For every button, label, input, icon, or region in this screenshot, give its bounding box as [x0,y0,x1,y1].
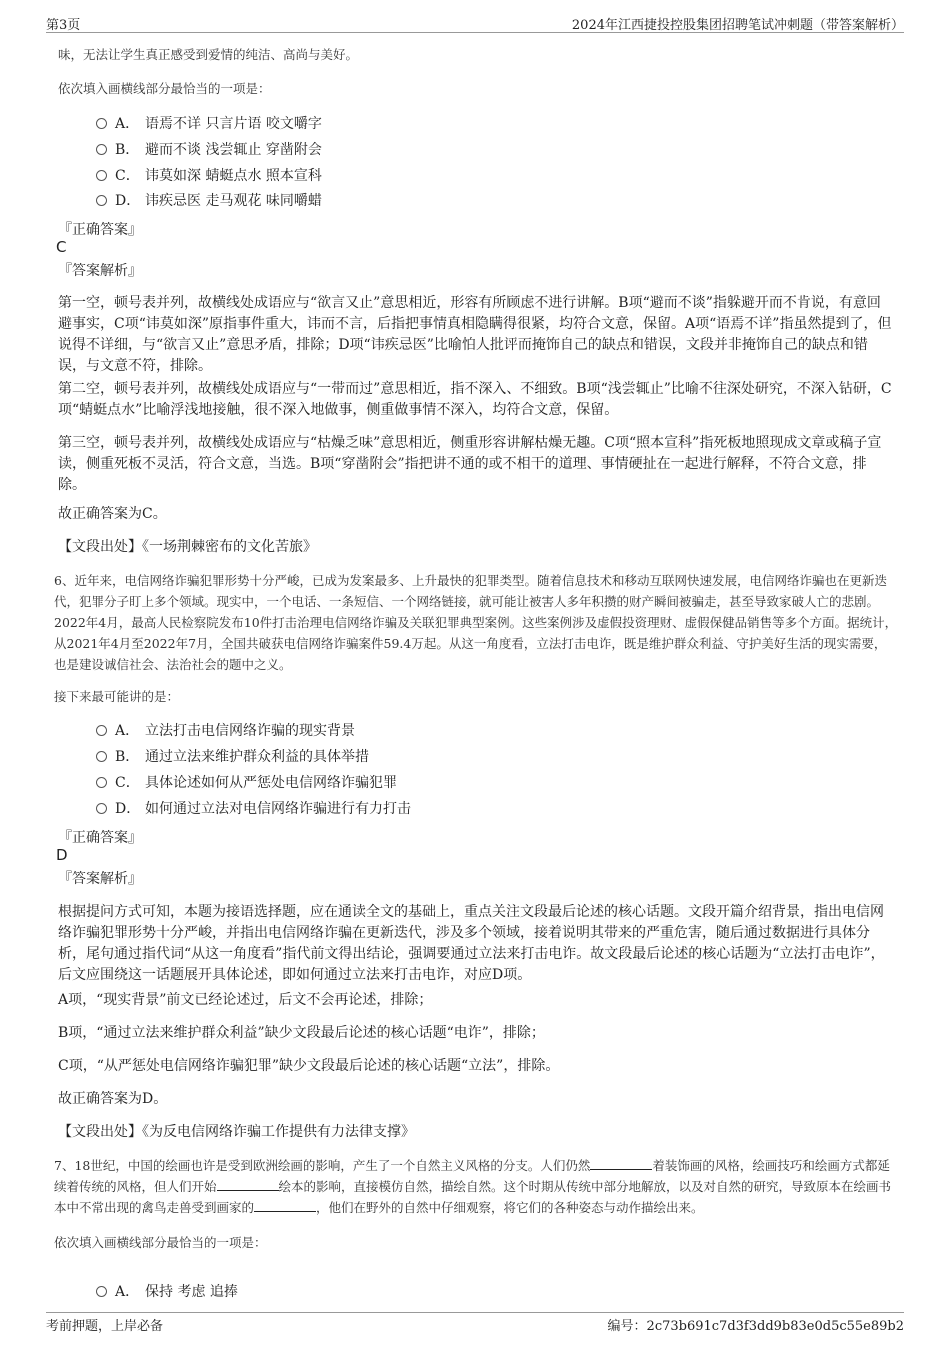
q5-analysis-p1: 第一空，顿号表并列，故横线处成语应与“欲言又止”意思相近，形容有所顾虑不进行讲解。B项“避而不谈”指躲避开而不肯说，有意回避事实，C项“讳莫如深”原指事件重大，讳而不言，后指把事情真相隐瞒得很紧，均符合文意，保留。A项“语焉不详”指虽然提到了，但说得不详细，与“欲言又止”意思矛盾，排除；D项“讳疾忌医”比喻怕人批评而掩饰自己的缺点和错误，文段并非掩饰自己的缺点和错误，与文意不符，排除。 [58,295,892,374]
q6-option-d[interactable]: D． 如何通过立法对电信网络诈骗进行有力打击 [96,799,411,819]
radio-icon[interactable] [96,118,107,129]
blank-1 [590,1156,652,1170]
footer-slogan: 考前押题，上岸必备 [46,1319,164,1334]
radio-icon[interactable] [96,195,107,206]
q6-analysis-p2: A项，“现实背景”前文已经论述过，后文不会再论述，排除； [58,992,433,1008]
q6-option-b[interactable]: B． 通过立法来维护群众利益的具体举措 [96,747,369,767]
radio-icon[interactable] [96,725,107,736]
q6-conclusion: 故正确答案为D。 [58,1091,168,1107]
document-id: 编号：2c73b691c7d3f3dd9b83e0d5c55e89b2 [607,1319,904,1334]
q6-passage: 6、近年来，电信网络诈骗犯罪形势十分严峻，已成为发案最多、上升最快的犯罪类型。随着信息技术和移动互联网快速发展，电信网络诈骗也在更新迭代，犯罪分子盯上多个领域。现实中，一个电话、一条短信、一个网络链接，就可能让被害人多年积攒的财产瞬间被骗走，甚至导致家破人亡的悲剧。2022年4月，最高人民检察院发布10件打击治理电信网络诈骗及关联犯罪典型案例。这些案例涉及虚假投资理财、虚假保健品销售等多个方面。据统计，从2021年4月至2022年7月，全国共破获电信网络诈骗案件59.4万起。从这一角度看，立法打击电诈，既是维护群众利益、守护美好生活的现实需要，也是建设诚信社会、法治社会的题中之义。 [54,573,898,672]
q7-prompt: 依次填入画横线部分最恰当的一项是： [54,1235,267,1250]
radio-icon[interactable] [96,144,107,155]
q5-option-c[interactable]: C． 讳莫如深 蜻蜓点水 照本宣科 [96,166,322,186]
page-number: 第3页 [46,18,81,33]
radio-icon[interactable] [96,803,107,814]
q6-analysis-p4: C项，“从严惩处电信网络诈骗犯罪”缺少文段最后论述的核心话题“立法”，排除。 [58,1058,560,1074]
q5-conclusion: 故正确答案为C。 [58,506,167,522]
q6-option-c[interactable]: C． 具体论述如何从严惩处电信网络诈骗犯罪 [96,773,397,793]
blank-3 [254,1198,316,1212]
q5-option-d[interactable]: D． 讳疾忌医 走马观花 味同嚼蜡 [96,191,322,211]
q5-passage-tail: 味，无法让学生真正感受到爱情的纯洁、高尚与美好。 [58,47,359,62]
q6-analysis-p3: B项，“通过立法来维护群众利益”缺少文段最后论述的核心话题“电诈”，排除； [58,1025,545,1041]
q5-option-a[interactable]: A． 语焉不详 只言片语 咬文嚼字 [96,114,322,134]
radio-icon[interactable] [96,170,107,181]
q5-answer-label: 『正确答案』 [58,222,142,238]
q5-analysis-p3: 第三空，顿号表并列，故横线处成语应与“枯燥乏味”意思相近，侧重形容讲解枯燥无趣。C项“照本宣科”指死板地照现成文章或稿子宣读，侧重死板不灵活，符合文意，当选。B项“穿凿附会”指把讲不通的或不相干的道理、事情硬扯在一起进行解释，不符合文意，排除。 [58,435,882,493]
blank-2 [217,1177,279,1191]
q5-source: 【文段出处】《一场荆棘密布的文化苦旅》 [58,539,317,555]
page-footer [46,1312,904,1333]
radio-icon[interactable] [96,777,107,788]
q7-option-a[interactable]: A． 保持 考虑 追捧 [96,1282,238,1302]
q6-option-a[interactable]: A． 立法打击电信网络诈骗的现实背景 [96,721,355,741]
q5-prompt: 依次填入画横线部分最恰当的一项是： [58,81,271,96]
q6-analysis-label: 『答案解析』 [58,871,142,887]
q5-analysis-label: 『答案解析』 [58,263,142,279]
q7-passage: 7、18世纪，中国的绘画也许是受到欧洲绘画的影响，产生了一个自然主义风格的分支。人们仍然 着装饰画的风格，绘画技巧和绘画方式都延续着传统的风格，但人们开始 绘本的影响，直接模仿自然，描绘自然。这个时期从传统中部分地解放，以及对自然的研究，导致原本在绘画书本中不常出现的禽鸟走兽受到画家的 ，他们在野外的自然中仔细观察，将它们的各种姿态与动作描绘出来。 [54,1158,892,1215]
q6-analysis-p1: 根据提问方式可知，本题为接语选择题，应在通读全文的基础上，重点关注文段最后论述的核心话题。文段开篇介绍背景，指出电信网络诈骗犯罪形势十分严峻，并指出电信网络诈骗在更新迭代，涉及多个领域，接着说明其带来的严重危害，随后通过数据进行具体分析，尾句通过指代词“从这一角度看”指代前文得出结论，强调要通过立法来打击电诈。故文段最后论述的核心话题为“立法打击电诈”，后文应围绕这一话题展开具体论述，即如何通过立法来打击电诈，对应D项。 [58,904,885,983]
q6-prompt: 接下来最可能讲的是： [54,689,180,704]
q6-answer-label: 『正确答案』 [58,830,142,846]
page-header [46,12,904,33]
radio-icon[interactable] [96,1286,107,1297]
q6-source: 【文段出处】《为反电信网络诈骗工作提供有力法律支撑》 [58,1124,415,1140]
q5-analysis-p2: 第二空，顿号表并列，故横线处成语应与“一带而过”意思相近，指不深入、不细致。B项“浅尝辄止”比喻不往深处研究，不深入钻研，C项“蜻蜓点水”比喻浮浅地接触，很不深入地做事，侧重做事情不深入，均符合文意，保留。 [58,381,892,418]
q6-answer: D [56,846,68,864]
document-title: 2024年江西捷投控股集团招聘笔试冲刺题（带答案解析） [571,18,904,33]
q5-answer: C [56,238,67,256]
q5-option-b[interactable]: B． 避而不谈 浅尝辄止 穿凿附会 [96,140,322,160]
radio-icon[interactable] [96,751,107,762]
